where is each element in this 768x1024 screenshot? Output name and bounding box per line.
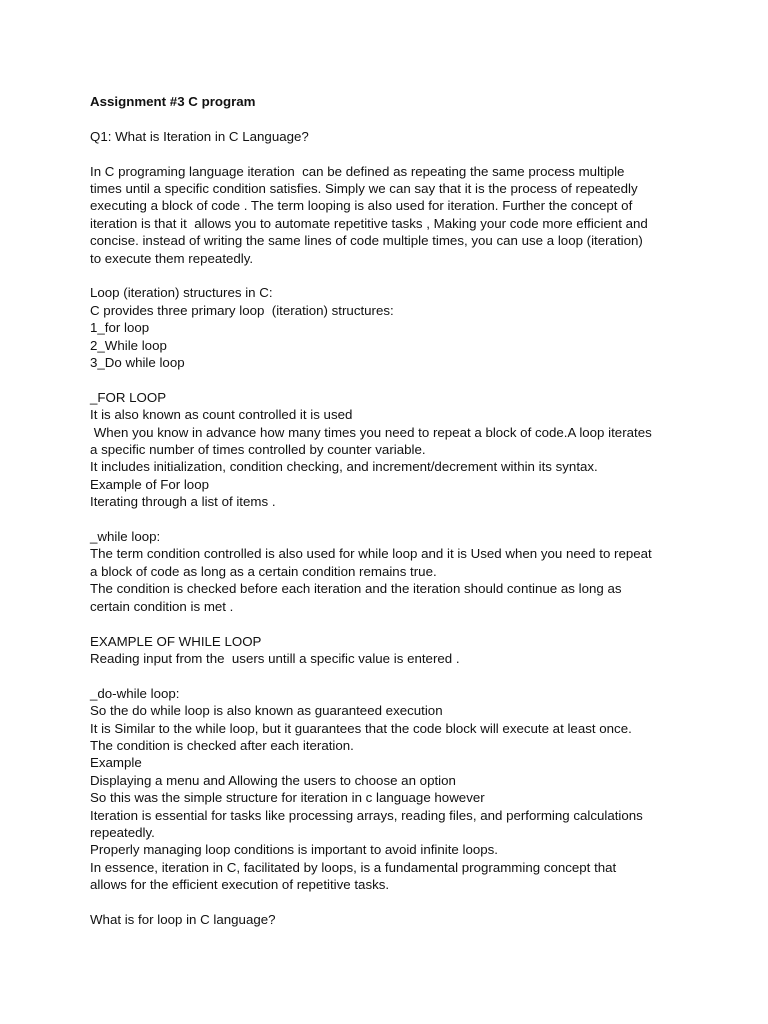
text-line: to execute them repeatedly. xyxy=(90,250,254,266)
list-item: 1_for loop xyxy=(90,320,150,336)
text-line: executing a block of code . The term looping is also used for iteration. Further the concept of xyxy=(90,198,633,214)
text-line: iteration is that it allows you to automate repetitive tasks , Making your code more efficient and xyxy=(90,215,648,231)
document-content xyxy=(90,93,690,928)
while-loop-section xyxy=(90,528,690,615)
while-example-section xyxy=(90,633,690,668)
text-line: concise. instead of writing the same lines of code multiple times, you can use a loop (iteration) xyxy=(90,233,643,249)
list-item: 2_While loop xyxy=(90,337,167,353)
text-line: When you know in advance how many times you need to repeat a block of code.A loop iterates xyxy=(90,424,652,440)
document-title: Assignment #3 C program xyxy=(90,94,256,109)
spacer xyxy=(90,894,690,911)
text-line: The condition is checked after each iteration. xyxy=(90,737,354,753)
text-line: Displaying a menu and Allowing the users to choose an option xyxy=(90,772,456,788)
question-2: What is for loop in C language? xyxy=(90,911,276,927)
text-line: Properly managing loop conditions is important to avoid infinite loops. xyxy=(90,842,499,858)
text-line: Reading input from the users untill a specific value is entered . xyxy=(90,650,460,666)
text-line: In essence, iteration in C, facilitated by loops, is a fundamental programming concept that xyxy=(90,859,617,875)
spacer xyxy=(90,615,690,632)
text-line: Iterating through a list of items . xyxy=(90,494,276,510)
text-line: It is Similar to the while loop, but it guarantees that the code block will execute at least once. xyxy=(90,720,632,736)
text-line: So the do while loop is also known as guaranteed execution xyxy=(90,703,443,719)
text-line: It includes initialization, condition checking, and increment/decrement within its syntax. xyxy=(90,459,598,475)
text-line: times until a specific condition satisfies. Simply we can say that it is the process of repeatedly xyxy=(90,181,638,196)
text-line: Iteration is essential for tasks like processing arrays, reading files, and performing calculations xyxy=(90,807,643,823)
section-heading: _FOR LOOP xyxy=(90,389,167,405)
spacer xyxy=(90,110,690,127)
spacer xyxy=(90,667,690,684)
text-line: Example of For loop xyxy=(90,476,209,492)
text-line: allows for the efficient execution of repetitive tasks. xyxy=(90,877,390,893)
text-line: repeatedly. xyxy=(90,824,155,840)
text-line: a block of code as long as a certain condition remains true. xyxy=(90,563,437,579)
list-item: 3_Do while loop xyxy=(90,355,185,371)
spacer xyxy=(90,511,690,528)
section-heading: _while loop: xyxy=(90,529,161,545)
text-line: Example xyxy=(90,755,142,771)
text-line: In C programing language iteration can be defined as repeating the same process multiple xyxy=(90,163,625,179)
text-line: C provides three primary loop (iteration) structures: xyxy=(90,302,394,318)
spacer xyxy=(90,371,690,388)
spacer xyxy=(90,145,690,162)
text-line: certain condition is met . xyxy=(90,598,234,614)
section-heading: _do-while loop: xyxy=(90,685,180,701)
for-loop-section xyxy=(90,389,690,511)
spacer xyxy=(90,267,690,284)
text-line: The term condition controlled is also used for while loop and it is Used when you need to repeat xyxy=(90,546,652,562)
text-line: a specific number of times controlled by counter variable. xyxy=(90,442,426,458)
text-line: The condition is checked before each iteration and the iteration should continue as long as xyxy=(90,581,622,597)
text-line: It is also known as count controlled it is used xyxy=(90,407,353,423)
do-while-loop-section xyxy=(90,685,690,894)
loop-structures-section xyxy=(90,284,690,371)
section-heading: Loop (iteration) structures in C: xyxy=(90,285,273,301)
text-line: So this was the simple structure for iteration in c language however xyxy=(90,790,485,806)
section-heading: EXAMPLE OF WHILE LOOP xyxy=(90,633,262,649)
question-1: Q1: What is Iteration in C Language? xyxy=(90,128,309,144)
intro-paragraph xyxy=(90,163,690,267)
